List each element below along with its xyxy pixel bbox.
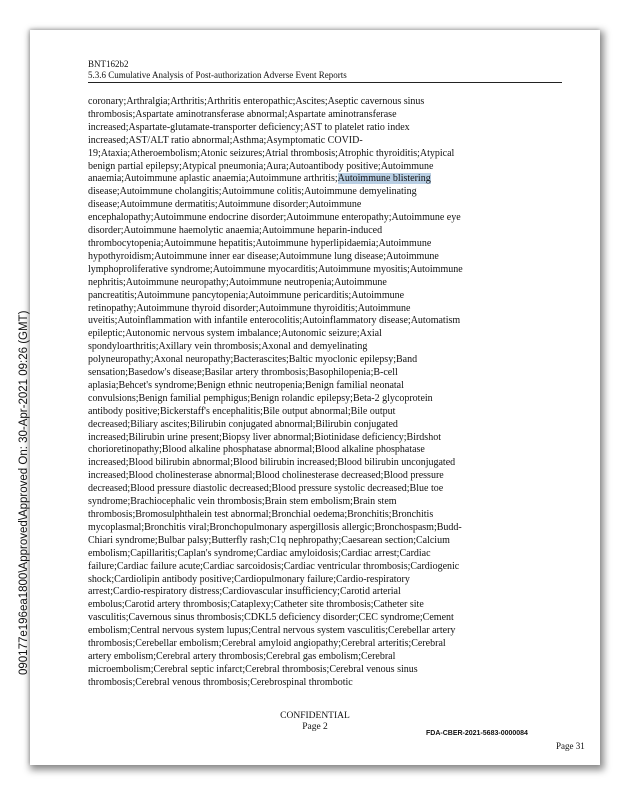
body-line: increased;Blood cholinesterase abnormal;Blood cholinesterase decreased;Blood pressure (88, 470, 444, 482)
body-line: convulsions;Benign familial pemphigus;Benign rolandic epilepsy;Beta-2 glycoprotein (88, 392, 433, 404)
body-line: artery embolism;Cerebral artery thrombosis;Cerebral gas embolism;Cerebral (88, 650, 396, 662)
document-page (30, 30, 600, 765)
body-line-text: anaemia;Autoimmune aplastic anaemia;Autoimmune arthritis; (88, 173, 338, 185)
body-line: arrest;Cardio-respiratory distress;Cardiovascular insufficiency;Carotid arterial (88, 586, 401, 598)
body-line: epileptic;Autonomic nervous system imbalance;Autonomic seizure;Axial (88, 328, 382, 340)
header-divider (88, 82, 562, 83)
body-line: embolism;Central nervous system lupus;Central nervous system vasculitis;Cerebellar artery (88, 625, 456, 637)
body-line: nephritis;Autoimmune neuropathy;Autoimmune neutropenia;Autoimmune (88, 276, 387, 288)
document-id: BNT162b2 (88, 59, 129, 69)
body-line: increased;Aspartate-glutamate-transporter deficiency;AST to platelet ratio index (88, 121, 410, 133)
highlighted-term[interactable]: Autoimmune blistering (337, 173, 431, 185)
body-line: 19;Ataxia;Atheroembolism;Atonic seizures;Atrial thrombosis;Atrophic thyroiditis;Atypical (88, 147, 455, 159)
approval-stamp: 090177e196ea1800\Approved\Approved On: 30-Apr-2021 09:26 (GMT) (18, 310, 30, 675)
body-line: mycoplasmal;Bronchitis viral;Bronchopulmonary aspergillosis allergic;Bronchospasm;Budd- (88, 521, 462, 533)
body-line: benign partial epilepsy;Atypical pneumonia;Aura;Autoantibody positive;Autoimmune (88, 160, 434, 172)
body-line: encephalopathy;Autoimmune endocrine disorder;Autoimmune enteropathy;Autoimmune eye (88, 212, 461, 224)
body-line: pancreatitis;Autoimmune pancytopenia;Autoimmune pericarditis;Autoimmune (88, 289, 405, 301)
body-line: chorioretinopathy;Blood alkaline phosphatase abnormal;Blood alkaline phosphatase (88, 444, 425, 456)
body-line: thrombocytopenia;Autoimmune hepatitis;Autoimmune hyperlipidaemia;Autoimmune (88, 237, 432, 249)
adverse-event-list (88, 96, 564, 690)
body-line: increased;Bilirubin urine present;Biopsy liver abnormal;Biotinidase deficiency;Birdshot (88, 431, 441, 443)
body-line: Chiari syndrome;Bulbar palsy;Butterfly rash;C1q nephropathy;Caesarean section;Calcium (88, 534, 450, 546)
body-line: aplasia;Behcet's syndrome;Benign ethnic neutropenia;Benign familial neonatal (88, 379, 404, 391)
body-line (88, 173, 564, 186)
body-line: decreased;Biliary ascites;Bilirubin conjugated abnormal;Bilirubin conjugated (88, 418, 398, 430)
body-line: thrombosis;Cerebral venous thrombosis;Cerebrospinal thrombotic (88, 676, 353, 688)
body-line: lymphoproliferative syndrome;Autoimmune myocarditis;Autoimmune myositis;Autoimmune (88, 263, 463, 275)
body-line: spondyloarthritis;Axillary vein thrombosis;Axonal and demyelinating (88, 341, 368, 353)
body-line: embolus;Carotid artery thrombosis;Cataplexy;Catheter site thrombosis;Catheter site (88, 599, 424, 611)
body-line: syndrome;Brachiocephalic vein thrombosis;Brain stem embolism;Brain stem (88, 496, 397, 508)
body-line: retinopathy;Autoimmune thyroid disorder;Autoimmune thyroiditis;Autoimmune (88, 302, 411, 314)
body-line: disease;Autoimmune cholangitis;Autoimmune colitis;Autoimmune demyelinating (88, 186, 417, 198)
section-title: 5.3.6 Cumulative Analysis of Post-authorization Adverse Event Reports (88, 70, 347, 80)
body-line: disorder;Autoimmune haemolytic anaemia;Autoimmune heparin-induced (88, 225, 383, 237)
body-line: shock;Cardiolipin antibody positive;Cardiopulmonary failure;Cardio-respiratory (88, 573, 410, 585)
body-line: sensation;Basedow's disease;Basilar artery thrombosis;Basophilopenia;B-cell (88, 367, 398, 379)
body-line: embolism;Capillaritis;Caplan's syndrome;Cardiac amyloidosis;Cardiac arrest;Cardiac (88, 547, 431, 559)
body-line: uveitis;Autoinflammation with infantile enterocolitis;Autoinflammatory disease;Automatism (88, 315, 461, 327)
body-line: increased;Blood bilirubin abnormal;Blood bilirubin increased;Blood bilirubin unconjugated (88, 457, 456, 469)
body-line: antibody positive;Bickerstaff's encephalitis;Bile output abnormal;Bile output (88, 405, 396, 417)
body-line: failure;Cardiac failure acute;Cardiac sarcoidosis;Cardiac ventricular thrombosis;Cardiogenic (88, 560, 460, 572)
body-line: polyneuropathy;Axonal neuropathy;Bacterascites;Baltic myoclonic epilepsy;Band (88, 354, 418, 366)
body-line: thrombosis;Cerebellar embolism;Cerebral amyloid angiopathy;Cerebral arteritis;Cerebral (88, 638, 446, 650)
body-line: thrombosis;Aspartate aminotransferase abnormal;Aspartate aminotransferase (88, 108, 397, 120)
inner-page-number: Page 2 (302, 722, 328, 732)
outer-page-number: Page 31 (556, 741, 585, 751)
page-header (88, 59, 347, 81)
body-line: increased;AST/ALT ratio abnormal;Asthma;Asymptomatic COVID- (88, 134, 363, 146)
body-line: decreased;Blood pressure diastolic decreased;Blood pressure systolic decreased;Blue toe (88, 483, 444, 495)
body-line: disease;Autoimmune dermatitis;Autoimmune disorder;Autoimmune (88, 199, 362, 211)
body-line: vasculitis;Cavernous sinus thrombosis;CDKL5 deficiency disorder;CEC syndrome;Cement (88, 612, 454, 624)
body-line: hypothyroidism;Autoimmune inner ear disease;Autoimmune lung disease;Autoimmune (88, 250, 439, 262)
confidential-label: CONFIDENTIAL (280, 711, 350, 721)
body-line: microembolism;Cerebral septic infarct;Cerebral thrombosis;Cerebral venous sinus (88, 663, 418, 675)
body-line: thrombosis;Bromosulphthalein test abnormal;Bronchial oedema;Bronchitis;Bronchitis (88, 509, 434, 520)
body-line: coronary;Arthralgia;Arthritis;Arthritis enteropathic;Ascites;Aseptic cavernous sinus (88, 96, 425, 107)
fda-document-id: FDA-CBER-2021-5683-0000084 (426, 730, 528, 737)
